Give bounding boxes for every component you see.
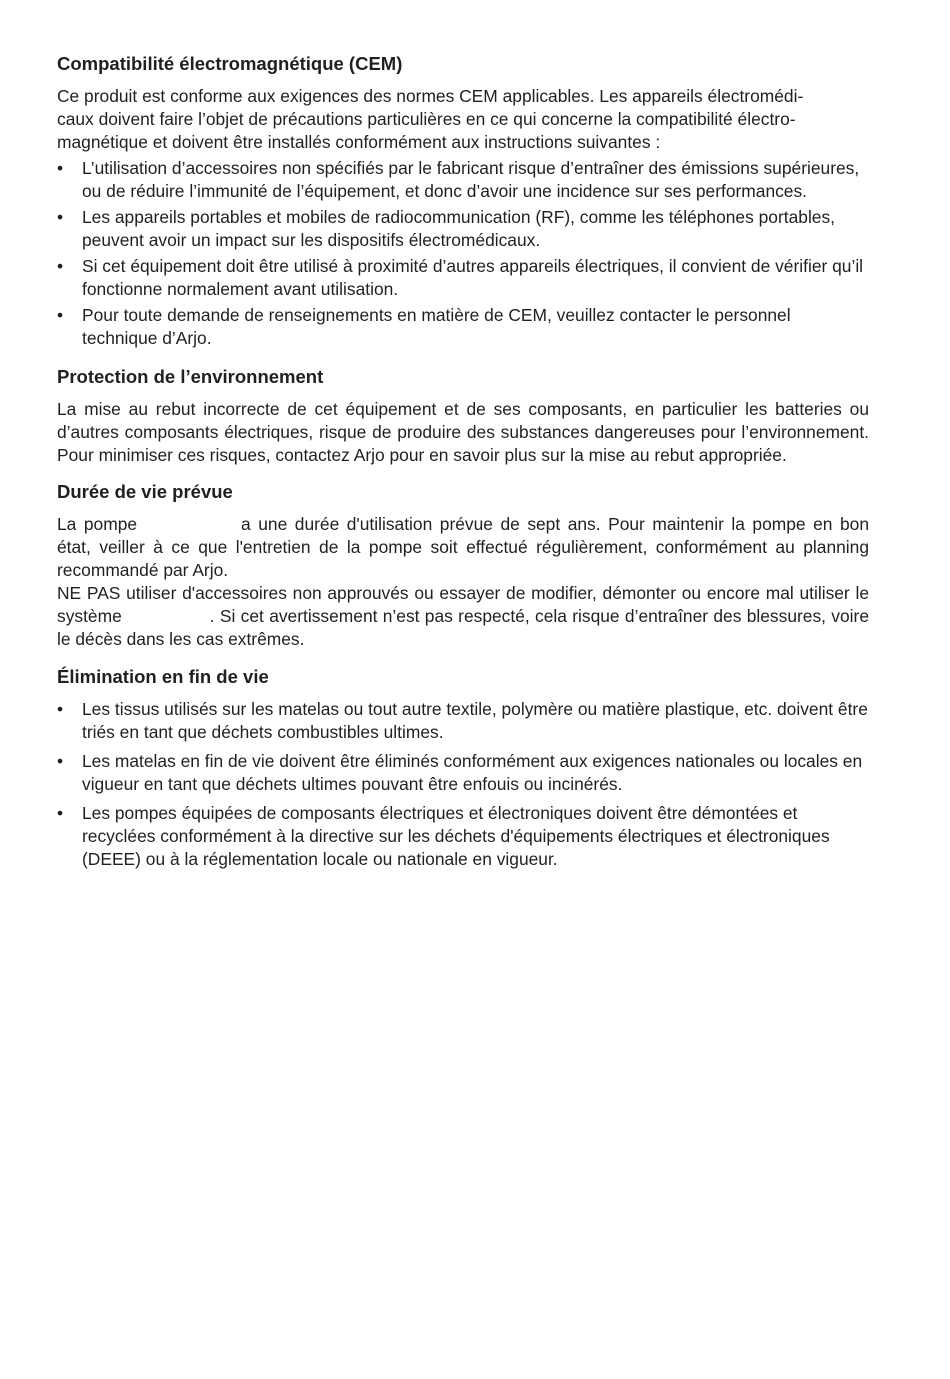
lifetime-p2-rest: . Si cet avertissement n’est pas respecté, cela risque d’entraîner des blessures, voire le décès dans les cas extrêmes. bbox=[57, 606, 869, 649]
environment-body: La mise au rebut incorrecte de cet équipement et de ses composants, en particulier les batteries ou d’autres composants électriques, risque de produire des substances dangereuses pour l’environnement. Pour minimiser ces risques, contactez Arjo pour en savoir plus sur la mise au rebut appropriée. bbox=[57, 399, 869, 465]
cem-intro-line-2: caux doivent faire l’objet de précautions particulières en ce qui concerne la compatibilité électro- bbox=[57, 109, 796, 129]
lifetime-paragraph-1 bbox=[57, 513, 869, 582]
list-item-text: L’utilisation d’accessoires non spécifiés par le fabricant risque d’entraîner des émissions supérieures, ou de réduire l’immunité de l’équipement, et donc d’avoir une incidence sur ses performances. bbox=[82, 158, 860, 201]
page-content bbox=[57, 52, 869, 877]
cem-bullet-list bbox=[57, 157, 869, 350]
section-title-lifetime: Durée de vie prévue bbox=[57, 481, 233, 502]
section-title-end-of-life: Élimination en fin de vie bbox=[57, 666, 269, 687]
list-item bbox=[57, 698, 869, 744]
list-item bbox=[57, 157, 869, 203]
cem-intro bbox=[57, 85, 869, 154]
bullet-marker: • bbox=[57, 751, 64, 771]
list-item bbox=[57, 304, 869, 350]
cem-intro-line-1: Ce produit est conforme aux exigences des normes CEM applicables. Les appareils électromédi- bbox=[57, 86, 804, 106]
lifetime-p1-rest: a une durée d'utilisation prévue de sept ans. Pour maintenir la pompe en bon état, veiller à ce que l'entretien de la pompe soit effectué régulièrement, conformément au planning recommandé par Arjo. bbox=[57, 514, 869, 580]
bullet-marker: • bbox=[57, 158, 64, 178]
list-item-text: Les matelas en fin de vie doivent être éliminés conformément aux exigences nationales ou locales en vigueur en tant que déchets ultimes pouvant être enfouis ou incinérés. bbox=[82, 751, 863, 794]
list-item bbox=[57, 802, 869, 871]
bullet-marker: • bbox=[57, 803, 64, 823]
cem-intro-line-3: magnétique et doivent être installés conformément aux instructions suivantes : bbox=[57, 132, 661, 152]
lifetime-p1-start: La pompe bbox=[57, 514, 138, 534]
section-title-environment: Protection de l’environnement bbox=[57, 366, 324, 387]
list-item-text: Les appareils portables et mobiles de radiocommunication (RF), comme les téléphones portables, peuvent avoir un impact sur les dispositifs électromédicaux. bbox=[82, 207, 836, 250]
bullet-marker: • bbox=[57, 699, 64, 719]
bullet-marker: • bbox=[57, 305, 64, 325]
bullet-marker: • bbox=[57, 207, 64, 227]
lifetime-p2-start: NE PAS utiliser d'accessoires non approuvés ou essayer de modifier, démonter ou encore mal utiliser le système bbox=[57, 583, 869, 626]
list-item-text: Les tissus utilisés sur les matelas ou tout autre textile, polymère ou matière plastique, etc. doivent être triés en tant que déchets combustibles ultimes. bbox=[82, 699, 868, 742]
list-item-text: Si cet équipement doit être utilisé à proximité d’autres appareils électriques, il convient de vérifier qu’il fonctionne normalement avant utilisation. bbox=[82, 256, 864, 299]
list-item-text: Les pompes équipées de composants électriques et électroniques doivent être démontées et recyclées conformément à la directive sur les déchets d'équipements électriques et électroniques (DEEE) ou à la réglementation locale ou nationale en vigueur. bbox=[82, 803, 830, 869]
list-item-text: Pour toute demande de renseignements en matière de CEM, veuillez contacter le personnel technique d’Arjo. bbox=[82, 305, 791, 348]
eol-bullet-list bbox=[57, 698, 869, 871]
section-title-cem: Compatibilité électromagnétique (CEM) bbox=[57, 53, 403, 74]
list-item bbox=[57, 206, 869, 252]
lifetime-paragraph-2 bbox=[57, 582, 869, 651]
bullet-marker: • bbox=[57, 256, 64, 276]
list-item bbox=[57, 255, 869, 301]
list-item bbox=[57, 750, 869, 796]
